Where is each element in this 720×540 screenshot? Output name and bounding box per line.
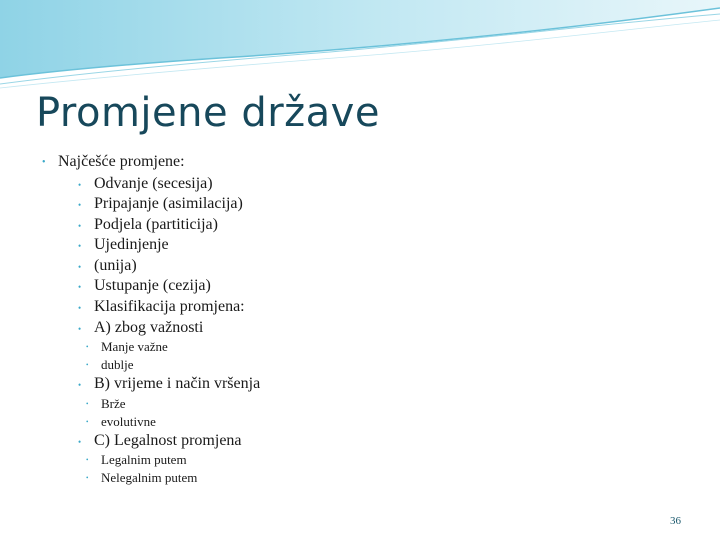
list-item-text: (unija) (94, 257, 137, 274)
list-item-text: B) vrijeme i način vršenja (94, 375, 261, 392)
bullet-icon: • (78, 180, 82, 190)
list-item-text: Klasifikacija promjena: (94, 298, 245, 315)
bullet-icon: • (78, 221, 82, 231)
bullet-icon: • (86, 418, 89, 426)
list-item-text: Ujedinjenje (94, 236, 169, 253)
bullet-icon: • (78, 437, 82, 447)
bullet-icon: • (78, 324, 82, 334)
bullet-icon: • (78, 200, 82, 210)
page-number: 36 (670, 515, 681, 527)
bullet-icon: • (86, 474, 89, 482)
list-item-text: Pripajanje (asimilacija) (94, 195, 243, 212)
bullet-icon: • (78, 303, 82, 313)
bullet-icon: • (78, 241, 82, 251)
bullet-icon: • (86, 343, 89, 351)
sub-list-item-text: evolutivne (101, 414, 156, 429)
bullet-icon: • (42, 157, 46, 168)
list-item-text: Najčešće promjene: (58, 153, 185, 170)
page-title: Promjene države (36, 90, 380, 136)
sub-list-item-text: Legalnim putem (101, 452, 187, 467)
bullet-icon: • (78, 262, 82, 272)
bullet-icon: • (78, 282, 82, 292)
bullet-icon: • (78, 380, 82, 390)
bullet-icon: • (86, 361, 89, 369)
list-item-text: Odvanje (secesija) (94, 175, 213, 192)
sub-list-item-text: Manje važne (101, 339, 168, 354)
bullet-icon: • (86, 400, 89, 408)
list-item-text: Podjela (partiticija) (94, 216, 218, 233)
sub-list-item-text: dublje (101, 357, 134, 372)
list-item-text: A) zbog važnosti (94, 319, 204, 336)
sub-list-item-text: Nelegalnim putem (101, 470, 198, 485)
bullet-icon: • (86, 456, 89, 464)
list-item-text: Ustupanje (cezija) (94, 277, 211, 294)
sub-list-item-text: Brže (101, 396, 126, 411)
list-item-text: C) Legalnost promjena (94, 432, 242, 449)
